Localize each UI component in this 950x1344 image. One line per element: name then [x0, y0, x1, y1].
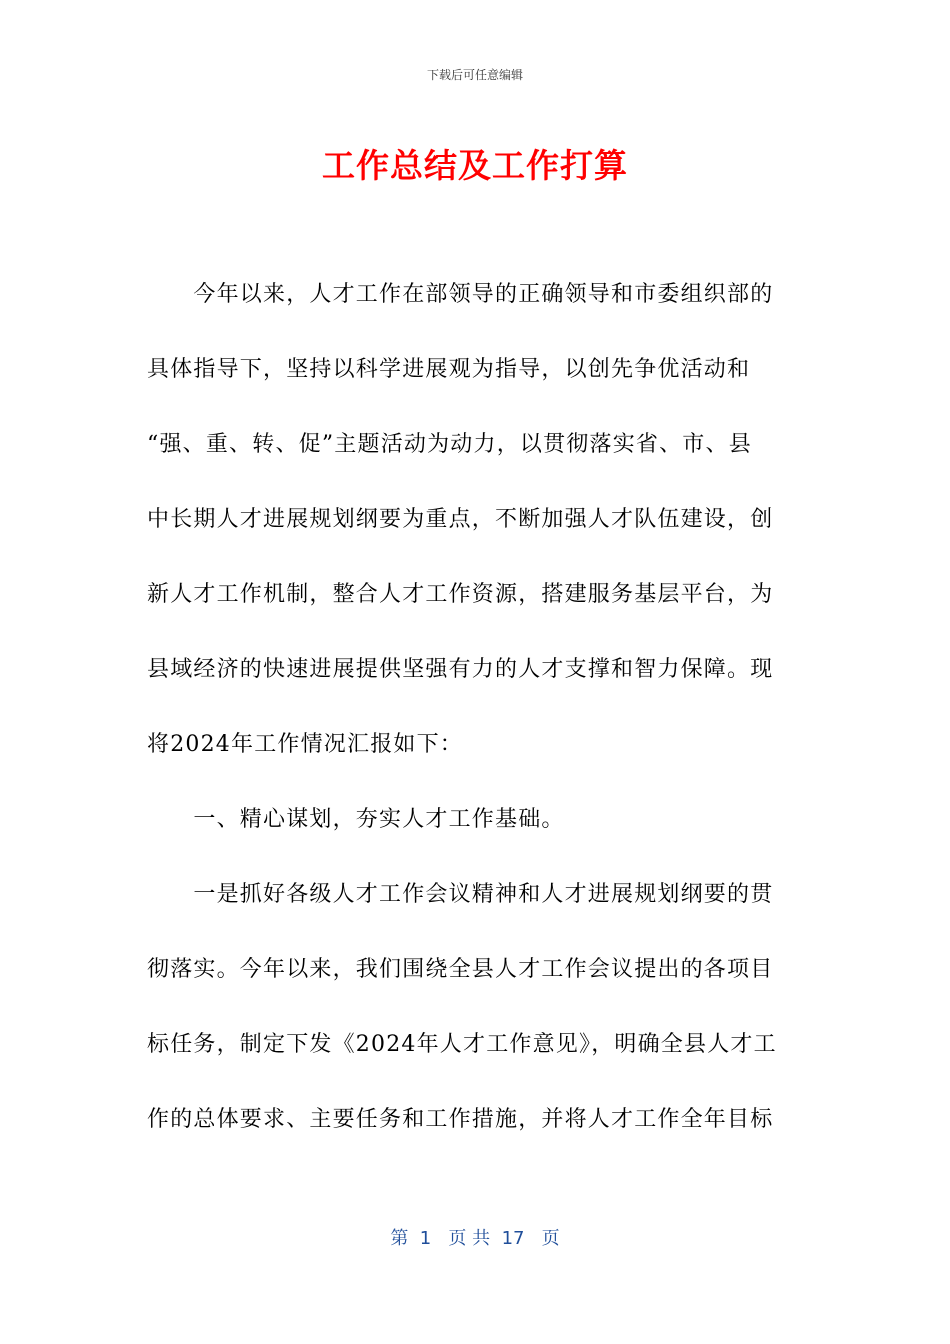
- section-heading: 一、精心谋划，夯实人才工作基础。: [147, 807, 565, 832]
- paragraph-line: 今年以来，人才工作在部领导的正确领导和市委组织部的: [147, 282, 774, 307]
- paragraph-line: 中长期人才进展规划纲要为重点，不断加强人才队伍建设，创: [147, 507, 774, 532]
- paragraph-line: 新人才工作机制，整合人才工作资源，搭建服务基层平台，为: [147, 582, 774, 607]
- paragraph-line: 作的总体要求、主要任务和工作措施，并将人才工作全年目标: [147, 1107, 774, 1132]
- paragraph-line: 县域经济的快速进展提供坚强有力的人才支撑和智力保障。现: [147, 657, 774, 682]
- paragraph-line: “强、重、转、促”主题活动为动力，以贯彻落实省、市、县: [147, 432, 752, 457]
- paragraph-line: 具体指导下，坚持以科学进展观为指导，以创先争优活动和: [147, 357, 751, 382]
- header-note: 下载后可任意编辑: [426, 68, 523, 82]
- document-title: 工作总结及工作打算: [322, 146, 628, 185]
- paragraph-line: 彻落实。今年以来，我们围绕全县人才工作会议提出的各项目: [147, 957, 774, 982]
- page-number-footer: 第 1 页 共 17 页: [390, 1228, 560, 1249]
- paragraph-line: 将2024年工作情况汇报如下：: [147, 732, 463, 757]
- body-text: [147, 270, 797, 1170]
- paragraph-line: 一是抓好各级人才工作会议精神和人才进展规划纲要的贯: [147, 882, 774, 907]
- paragraph-line: 标任务，制定下发《2024年人才工作意见》，明确全县人才工: [147, 1032, 777, 1057]
